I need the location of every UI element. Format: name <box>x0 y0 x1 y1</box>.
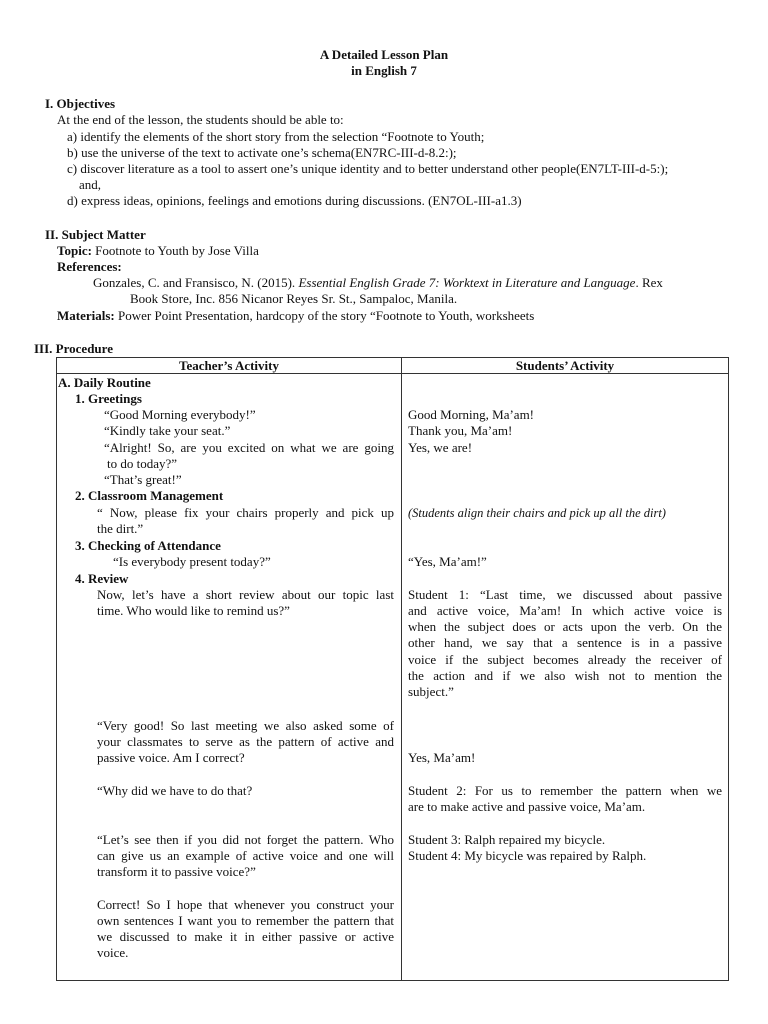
greetings-heading: 1. Greetings <box>75 391 142 406</box>
reference-rest: . Rex <box>635 275 663 290</box>
topic-value: Footnote to Youth by Jose Villa <box>91 243 259 258</box>
document-subtitle: in English 7 <box>351 63 417 78</box>
teacher-lets-see-a: “Let’s see then if you did not forget the pattern. Who <box>97 832 394 847</box>
teacher-review-a: Now, let’s have a short review about our topic last <box>97 587 394 602</box>
student-2-a: Student 2: For us to remember the pattern when we <box>408 783 722 798</box>
reference-line-2: Book Store, Inc. 856 Nicanor Reyes Sr. St., Sampaloc, Manila. <box>130 291 458 306</box>
topic-label: Topic: <box>57 243 92 258</box>
classroom-management-heading: 2. Classroom Management <box>75 488 224 503</box>
reference-title: Essential English Grade 7: Worktext in Literature and Language <box>298 275 636 290</box>
reference-authors: Gonzales, C. and Fransisco, N. (2015). <box>93 275 299 290</box>
teacher-greeting-3b: to do today?” <box>107 456 178 471</box>
objective-item-d: d) express ideas, opinions, feelings and emotions during discussions. (EN7OL-III-a1.3) <box>67 193 522 208</box>
teacher-attendance: “Is everybody present today?” <box>113 554 271 569</box>
teacher-lets-see-c: transform it to passive voice?” <box>97 864 256 879</box>
materials-line <box>57 308 534 324</box>
teacher-greeting-1: “Good Morning everybody!” <box>104 407 256 422</box>
objective-item-a: a) identify the elements of the short story from the selection “Footnote to Youth; <box>67 129 485 144</box>
daily-routine-heading: A. Daily Routine <box>58 375 151 390</box>
objective-item-c: c) discover literature as a tool to assert one’s unique identity and to better understand other people(EN7LT-III-d-5:); <box>67 161 669 176</box>
student-2-b: are to make active and passive voice, Ma’am. <box>408 799 646 814</box>
student-greeting-2: Thank you, Ma’am! <box>408 423 513 438</box>
student-3: Student 3: Ralph repaired my bicycle. <box>408 832 606 847</box>
teacher-very-good-b: your classmates to serve as the pattern of active and <box>97 734 394 749</box>
teacher-very-good-c: passive voice. Am I correct? <box>97 750 245 765</box>
teacher-management-b: the dirt.” <box>97 521 144 536</box>
attendance-heading: 3. Checking of Attendance <box>75 538 221 553</box>
students-activity-header: Students’ Activity <box>402 358 729 374</box>
student-management-action: (Students align their chairs and pick up all the dirt) <box>408 506 666 520</box>
teacher-correct-b: own sentences I want you to remember the pattern that <box>97 913 394 928</box>
student-yes: Yes, Ma’am! <box>408 750 476 765</box>
teacher-why: “Why did we have to do that? <box>97 783 253 798</box>
procedure-table <box>56 357 729 981</box>
student-1-g: subject.” <box>408 684 454 699</box>
teacher-correct-d: voice. <box>97 945 129 960</box>
student-1-c: when the subject does or acts upon the verb. On the <box>408 619 722 634</box>
materials-label: Materials: <box>57 308 115 323</box>
objectives-heading: I. Objectives <box>45 96 116 111</box>
review-heading: 4. Review <box>75 571 129 586</box>
document-title: A Detailed Lesson Plan <box>319 47 449 62</box>
student-greeting-1: Good Morning, Ma’am! <box>408 407 535 422</box>
student-1-b: and active voice, Ma’am! In which active voice is <box>408 603 722 618</box>
topic-line <box>57 243 259 259</box>
student-4: Student 4: My bicycle was repaired by Ralph. <box>408 848 647 863</box>
student-1-d: other hand, we say that a sentence is in a passive <box>408 635 722 650</box>
teacher-very-good-a: “Very good! So last meeting we also asked some of <box>97 718 394 733</box>
teacher-activity-header: Teacher’s Activity <box>57 358 402 374</box>
objectives-intro: At the end of the lesson, the students should be able to: <box>57 112 344 127</box>
student-1-f: the action and if we also wish not to mention the <box>408 668 722 683</box>
teacher-greeting-4: “That’s great!” <box>104 472 182 487</box>
teacher-greeting-2: “Kindly take your seat.” <box>104 423 231 438</box>
subject-matter-heading: II. Subject Matter <box>45 227 146 242</box>
objective-item-c-cont: and, <box>79 177 102 192</box>
teacher-correct-c: we discussed to make it in either passive or active <box>97 929 394 944</box>
reference-line-1 <box>93 275 723 291</box>
teacher-correct-a: Correct! So I hope that whenever you construct your <box>97 897 394 912</box>
procedure-heading: III. Procedure <box>34 341 113 356</box>
teacher-review-b: time. Who would like to remind us?” <box>97 603 290 618</box>
students-activity-cell <box>402 374 729 981</box>
teacher-greeting-3a: “Alright! So, are you excited on what we are going <box>104 440 394 455</box>
teacher-management-a: “ Now, please fix your chairs properly and pick up <box>97 505 394 520</box>
materials-value: Power Point Presentation, hardcopy of the story “Footnote to Youth, worksheets <box>114 308 535 323</box>
student-1-e: voice if the subject becomes already the receiver of <box>408 652 722 667</box>
teacher-activity-cell <box>57 374 402 981</box>
objective-item-b: b) use the universe of the text to activate one’s schema(EN7RC-III-d-8.2:); <box>67 145 457 160</box>
teacher-lets-see-b: can give us an example of active voice and one will <box>97 848 394 863</box>
student-1-a: Student 1: “Last time, we discussed about passive <box>408 587 722 602</box>
student-attendance: “Yes, Ma’am!” <box>408 554 487 569</box>
student-greeting-3: Yes, we are! <box>408 440 473 455</box>
references-label: References: <box>57 259 122 274</box>
